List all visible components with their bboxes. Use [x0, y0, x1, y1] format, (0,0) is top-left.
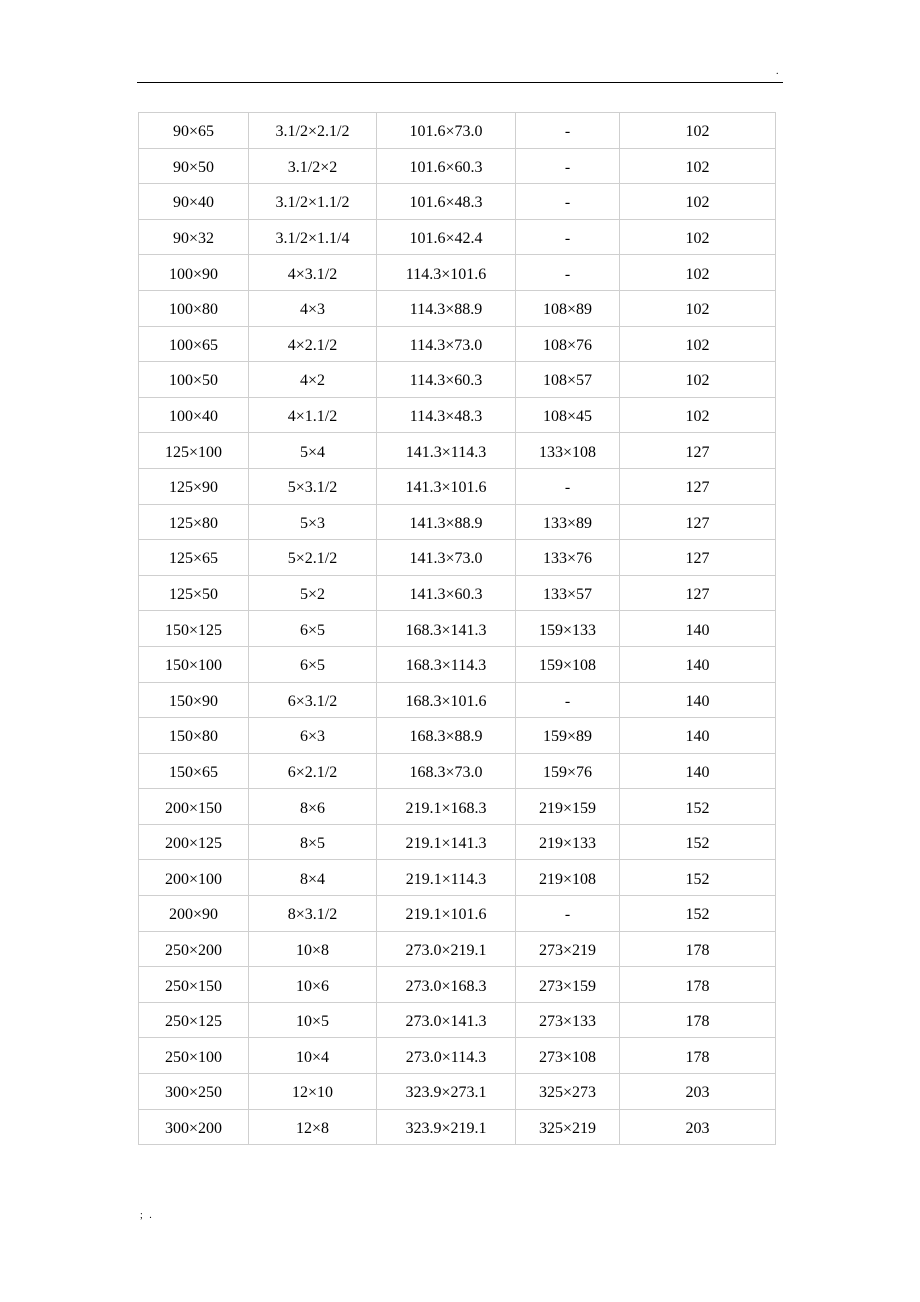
table-row — [139, 896, 776, 932]
cell-nominal-dn: 250×100 — [139, 1038, 249, 1074]
cell-nominal-inch: 4×3.1/2 — [249, 255, 377, 291]
cell-nominal-dn: 150×100 — [139, 646, 249, 682]
cell-od-gb: 219×159 — [516, 789, 620, 825]
table-row — [139, 219, 776, 255]
cell-od-iso: 141.3×73.0 — [377, 540, 516, 576]
cell-length: 102 — [620, 148, 776, 184]
cell-nominal-dn: 200×150 — [139, 789, 249, 825]
cell-nominal-dn: 150×65 — [139, 753, 249, 789]
cell-nominal-inch: 3.1/2×1.1/4 — [249, 219, 377, 255]
table-row — [139, 1109, 776, 1145]
cell-od-iso: 273.0×141.3 — [377, 1002, 516, 1038]
cell-nominal-dn: 200×100 — [139, 860, 249, 896]
cell-length: 178 — [620, 931, 776, 967]
cell-nominal-dn: 200×90 — [139, 896, 249, 932]
table-row — [139, 860, 776, 896]
cell-nominal-dn: 90×50 — [139, 148, 249, 184]
cell-nominal-dn: 150×80 — [139, 718, 249, 754]
table-row — [139, 540, 776, 576]
cell-od-iso: 114.3×73.0 — [377, 326, 516, 362]
cell-nominal-inch: 5×2.1/2 — [249, 540, 377, 576]
cell-length: 127 — [620, 504, 776, 540]
cell-od-iso: 273.0×219.1 — [377, 931, 516, 967]
cell-od-gb: - — [516, 113, 620, 149]
cell-nominal-inch: 5×3.1/2 — [249, 468, 377, 504]
cell-nominal-inch: 8×4 — [249, 860, 377, 896]
cell-od-gb: - — [516, 896, 620, 932]
cell-nominal-inch: 5×4 — [249, 433, 377, 469]
cell-length: 178 — [620, 1038, 776, 1074]
cell-nominal-dn: 125×65 — [139, 540, 249, 576]
cell-nominal-inch: 8×3.1/2 — [249, 896, 377, 932]
cell-nominal-dn: 100×65 — [139, 326, 249, 362]
cell-nominal-dn: 100×50 — [139, 362, 249, 398]
cell-od-gb: 159×108 — [516, 646, 620, 682]
table-row — [139, 397, 776, 433]
cell-od-iso: 168.3×88.9 — [377, 718, 516, 754]
cell-od-gb: 159×76 — [516, 753, 620, 789]
cell-od-iso: 101.6×60.3 — [377, 148, 516, 184]
cell-length: 102 — [620, 219, 776, 255]
cell-nominal-inch: 6×2.1/2 — [249, 753, 377, 789]
table-row — [139, 611, 776, 647]
header-rule — [137, 82, 783, 83]
table-row — [139, 789, 776, 825]
cell-od-iso: 114.3×101.6 — [377, 255, 516, 291]
cell-length: 152 — [620, 860, 776, 896]
cell-length: 102 — [620, 184, 776, 220]
cell-od-iso: 168.3×73.0 — [377, 753, 516, 789]
cell-nominal-dn: 150×125 — [139, 611, 249, 647]
cell-od-iso: 101.6×42.4 — [377, 219, 516, 255]
cell-od-gb: 108×89 — [516, 290, 620, 326]
table-row — [139, 646, 776, 682]
cell-length: 102 — [620, 290, 776, 326]
cell-od-gb: 273×133 — [516, 1002, 620, 1038]
table-row — [139, 967, 776, 1003]
cell-od-iso: 323.9×219.1 — [377, 1109, 516, 1145]
cell-od-gb: 108×45 — [516, 397, 620, 433]
cell-od-gb: - — [516, 148, 620, 184]
table-row — [139, 290, 776, 326]
cell-length: 127 — [620, 575, 776, 611]
table-row — [139, 1038, 776, 1074]
table-row — [139, 148, 776, 184]
cell-od-iso: 101.6×48.3 — [377, 184, 516, 220]
cell-od-gb: 325×219 — [516, 1109, 620, 1145]
cell-od-gb: 108×57 — [516, 362, 620, 398]
cell-od-iso: 168.3×101.6 — [377, 682, 516, 718]
cell-length: 152 — [620, 896, 776, 932]
cell-od-iso: 168.3×114.3 — [377, 646, 516, 682]
cell-length: 152 — [620, 824, 776, 860]
cell-od-iso: 273.0×114.3 — [377, 1038, 516, 1074]
cell-od-iso: 219.1×168.3 — [377, 789, 516, 825]
cell-length: 203 — [620, 1074, 776, 1110]
table-row — [139, 931, 776, 967]
table-row — [139, 1002, 776, 1038]
cell-nominal-dn: 250×150 — [139, 967, 249, 1003]
cell-nominal-dn: 125×90 — [139, 468, 249, 504]
cell-od-iso: 101.6×73.0 — [377, 113, 516, 149]
cell-nominal-dn: 250×200 — [139, 931, 249, 967]
cell-nominal-dn: 150×90 — [139, 682, 249, 718]
cell-nominal-dn: 300×200 — [139, 1109, 249, 1145]
cell-nominal-inch: 6×3 — [249, 718, 377, 754]
cell-length: 152 — [620, 789, 776, 825]
cell-od-iso: 141.3×114.3 — [377, 433, 516, 469]
cell-od-iso: 219.1×114.3 — [377, 860, 516, 896]
cell-length: 140 — [620, 611, 776, 647]
cell-od-gb: 133×108 — [516, 433, 620, 469]
cell-length: 102 — [620, 362, 776, 398]
cell-nominal-inch: 3.1/2×1.1/2 — [249, 184, 377, 220]
cell-nominal-inch: 8×6 — [249, 789, 377, 825]
cell-od-gb: 133×89 — [516, 504, 620, 540]
cell-od-gb: 108×76 — [516, 326, 620, 362]
cell-od-gb: - — [516, 682, 620, 718]
header-mark: . — [776, 66, 779, 77]
cell-nominal-inch: 12×8 — [249, 1109, 377, 1145]
cell-length: 178 — [620, 967, 776, 1003]
cell-length: 102 — [620, 397, 776, 433]
cell-nominal-dn: 100×80 — [139, 290, 249, 326]
table-row — [139, 326, 776, 362]
table-row — [139, 113, 776, 149]
cell-length: 203 — [620, 1109, 776, 1145]
cell-length: 102 — [620, 326, 776, 362]
cell-nominal-inch: 3.1/2×2.1/2 — [249, 113, 377, 149]
table-row — [139, 433, 776, 469]
table-row — [139, 718, 776, 754]
cell-nominal-dn: 125×80 — [139, 504, 249, 540]
cell-nominal-dn: 100×90 — [139, 255, 249, 291]
cell-od-iso: 168.3×141.3 — [377, 611, 516, 647]
spec-table — [138, 112, 776, 1145]
cell-nominal-inch: 10×6 — [249, 967, 377, 1003]
cell-length: 140 — [620, 753, 776, 789]
table-row — [139, 504, 776, 540]
cell-nominal-inch: 10×5 — [249, 1002, 377, 1038]
cell-od-gb: 273×159 — [516, 967, 620, 1003]
table-row — [139, 255, 776, 291]
cell-nominal-inch: 3.1/2×2 — [249, 148, 377, 184]
cell-od-gb: 159×89 — [516, 718, 620, 754]
cell-length: 140 — [620, 718, 776, 754]
cell-od-gb: - — [516, 468, 620, 504]
cell-nominal-inch: 8×5 — [249, 824, 377, 860]
cell-nominal-inch: 6×5 — [249, 611, 377, 647]
cell-length: 127 — [620, 540, 776, 576]
cell-od-gb: - — [516, 255, 620, 291]
cell-od-gb: 219×108 — [516, 860, 620, 896]
table-row — [139, 184, 776, 220]
cell-od-iso: 219.1×141.3 — [377, 824, 516, 860]
cell-od-iso: 219.1×101.6 — [377, 896, 516, 932]
cell-nominal-dn: 90×32 — [139, 219, 249, 255]
cell-od-iso: 114.3×60.3 — [377, 362, 516, 398]
cell-length: 127 — [620, 468, 776, 504]
cell-od-iso: 114.3×48.3 — [377, 397, 516, 433]
cell-od-gb: 133×57 — [516, 575, 620, 611]
cell-nominal-dn: 125×100 — [139, 433, 249, 469]
cell-nominal-inch: 6×3.1/2 — [249, 682, 377, 718]
cell-nominal-inch: 4×1.1/2 — [249, 397, 377, 433]
table-row — [139, 1074, 776, 1110]
cell-nominal-dn: 100×40 — [139, 397, 249, 433]
cell-nominal-inch: 4×2 — [249, 362, 377, 398]
cell-od-gb: 133×76 — [516, 540, 620, 576]
cell-od-iso: 141.3×101.6 — [377, 468, 516, 504]
cell-nominal-inch: 10×8 — [249, 931, 377, 967]
cell-length: 102 — [620, 113, 776, 149]
cell-length: 178 — [620, 1002, 776, 1038]
table-row — [139, 362, 776, 398]
table-row — [139, 468, 776, 504]
cell-od-gb: 273×219 — [516, 931, 620, 967]
cell-od-gb: 159×133 — [516, 611, 620, 647]
cell-nominal-dn: 300×250 — [139, 1074, 249, 1110]
cell-nominal-dn: 90×65 — [139, 113, 249, 149]
cell-nominal-dn: 90×40 — [139, 184, 249, 220]
cell-nominal-inch: 4×2.1/2 — [249, 326, 377, 362]
cell-od-iso: 114.3×88.9 — [377, 290, 516, 326]
cell-nominal-dn: 250×125 — [139, 1002, 249, 1038]
cell-od-gb: - — [516, 219, 620, 255]
cell-od-iso: 141.3×60.3 — [377, 575, 516, 611]
footer-mark: ; . — [140, 1210, 154, 1221]
cell-nominal-inch: 6×5 — [249, 646, 377, 682]
cell-nominal-dn: 200×125 — [139, 824, 249, 860]
cell-od-gb: 273×108 — [516, 1038, 620, 1074]
cell-od-gb: - — [516, 184, 620, 220]
cell-length: 127 — [620, 433, 776, 469]
table-row — [139, 682, 776, 718]
cell-od-iso: 141.3×88.9 — [377, 504, 516, 540]
cell-od-gb: 325×273 — [516, 1074, 620, 1110]
cell-od-gb: 219×133 — [516, 824, 620, 860]
table-row — [139, 575, 776, 611]
cell-nominal-inch: 5×3 — [249, 504, 377, 540]
cell-nominal-inch: 4×3 — [249, 290, 377, 326]
cell-length: 140 — [620, 682, 776, 718]
cell-nominal-inch: 12×10 — [249, 1074, 377, 1110]
table-row — [139, 753, 776, 789]
cell-nominal-dn: 125×50 — [139, 575, 249, 611]
cell-nominal-inch: 5×2 — [249, 575, 377, 611]
cell-length: 102 — [620, 255, 776, 291]
table-body — [139, 113, 776, 1145]
table-row — [139, 824, 776, 860]
cell-od-iso: 273.0×168.3 — [377, 967, 516, 1003]
cell-od-iso: 323.9×273.1 — [377, 1074, 516, 1110]
cell-length: 140 — [620, 646, 776, 682]
cell-nominal-inch: 10×4 — [249, 1038, 377, 1074]
